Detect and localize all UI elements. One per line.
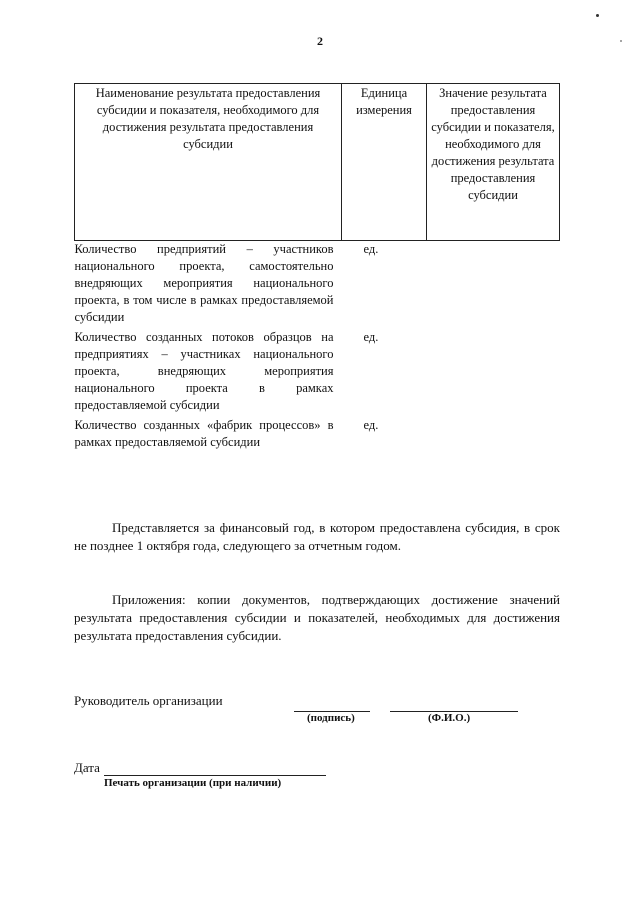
row-name: Количество предприятий – участников национального проекта, самостоятельно внедряющих мероприятия национального проекта, в том числе в рамках предоставляемой субсидии [74, 242, 334, 324]
header-unit: Единица измерения [342, 84, 427, 241]
date-label: Дата [74, 760, 100, 775]
date-line [104, 775, 326, 776]
page-number: 2 [317, 34, 323, 48]
row-name: Количество созданных потоков образцов на предприятиях – участниках национального проекта, внедряющих мероприятия национального проекта в рамках предоставляемой субсидии [74, 330, 334, 412]
row-value [427, 417, 560, 454]
attachments-paragraph: Приложения: копии документов, подтверждающих достижение значений результата предоставления субсидии и показателей, необходимых для достижения результата предоставления субсидии. [74, 592, 560, 643]
row-unit: ед. [363, 418, 379, 432]
row-value [427, 329, 560, 417]
header-value: Значение результата предоставления субсидии и показателя, необходимого для достижения результата предоставления субсидии [427, 84, 560, 241]
row-name: Количество созданных «фабрик процессов» в рамках предоставляемой субсидии [74, 418, 334, 449]
table-header-row [75, 84, 560, 241]
table-row [75, 241, 560, 330]
head-of-organization-label: Руководитель организации [74, 693, 223, 708]
row-unit: ед. [363, 330, 379, 344]
full-name-caption: (Ф.И.О.) [428, 712, 471, 724]
reporting-deadline-paragraph: Представляется за финансовый год, в котором предоставлена субсидия, в срок не позднее 1 октября года, следующего за отчетным годом. [74, 520, 560, 553]
table-row [75, 329, 560, 417]
scan-speck [596, 14, 599, 17]
table-row [75, 417, 560, 454]
results-table [74, 83, 560, 454]
signature-caption: (подпись) [307, 712, 355, 724]
header-result-name: Наименование результата предоставления субсидии и показателя, необходимого для достижения результата предоставления субсидии [75, 84, 342, 241]
row-unit: ед. [363, 242, 379, 256]
stamp-caption: Печать организации (при наличии) [104, 777, 282, 789]
row-value [427, 241, 560, 330]
